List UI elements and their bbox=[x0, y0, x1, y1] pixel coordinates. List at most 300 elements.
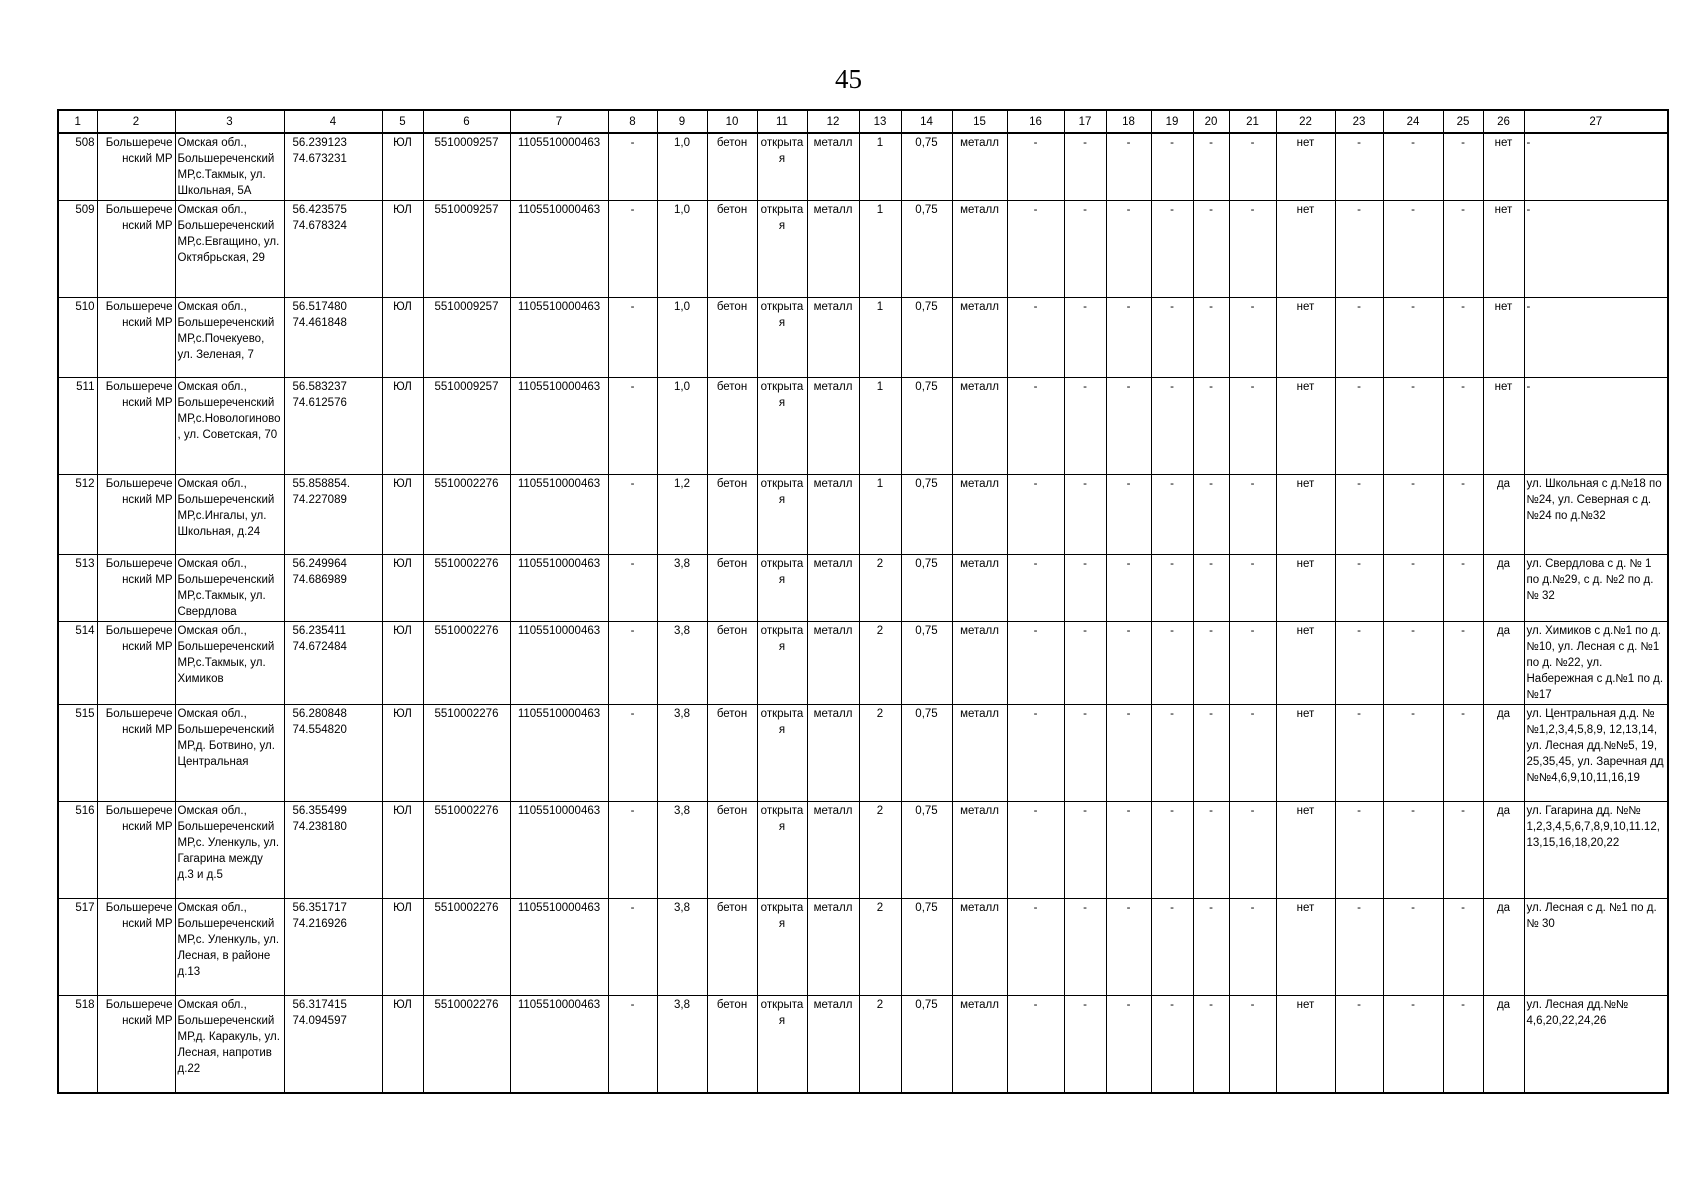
col18-cell: - bbox=[1106, 378, 1151, 475]
latitude-value: 56.235411 bbox=[292, 625, 347, 637]
col23-cell: - bbox=[1335, 996, 1383, 1093]
column-header-25: 25 bbox=[1443, 110, 1483, 133]
col17-cell: - bbox=[1064, 133, 1106, 201]
table-row bbox=[58, 378, 1668, 475]
latitude-value: 56.583237 bbox=[292, 381, 347, 393]
entity-type-cell: ЮЛ bbox=[382, 201, 423, 298]
address-cell: Омская обл., Большереченский МР,с.Ингалы, ул. Школьная, д.24 bbox=[175, 475, 284, 555]
col21-cell: - bbox=[1229, 298, 1276, 378]
address-cell: Омская обл., Большереченский МР,с.Евгащино, ул. Октябрьская, 29 bbox=[175, 201, 284, 298]
col21-cell: - bbox=[1229, 996, 1276, 1093]
col23-cell: - bbox=[1335, 475, 1383, 555]
col22-cell: нет bbox=[1276, 201, 1335, 298]
container-count-cell: 2 bbox=[859, 622, 901, 705]
surface-cell: бетон bbox=[707, 996, 757, 1093]
coordinates-cell bbox=[284, 298, 382, 378]
col20-cell: - bbox=[1193, 555, 1229, 622]
fence-cell: металл bbox=[807, 298, 859, 378]
coordinates-cell bbox=[284, 475, 382, 555]
col18-cell: - bbox=[1106, 705, 1151, 802]
longitude-value: 74.612576 bbox=[292, 397, 347, 409]
col20-cell: - bbox=[1193, 201, 1229, 298]
col17-cell: - bbox=[1064, 802, 1106, 899]
address-cell: Омская обл., Большереченский МР,д. Ботвино, ул. Центральная bbox=[175, 705, 284, 802]
ogrn-cell: 1105510000463 bbox=[510, 802, 608, 899]
col24-cell: - bbox=[1383, 705, 1443, 802]
district-cell: Большереченский МР bbox=[97, 475, 175, 555]
fence-cell: металл bbox=[807, 378, 859, 475]
district-cell: Большереченский МР bbox=[97, 201, 175, 298]
site-type-cell: открытая bbox=[757, 133, 807, 201]
col21-cell: - bbox=[1229, 133, 1276, 201]
container-volume-cell: 0,75 bbox=[901, 996, 952, 1093]
site-type-cell: открытая bbox=[757, 555, 807, 622]
table-row bbox=[58, 622, 1668, 705]
container-count-cell: 2 bbox=[859, 555, 901, 622]
col16-cell: - bbox=[1007, 705, 1064, 802]
col26-cell: нет bbox=[1483, 378, 1524, 475]
col20-cell: - bbox=[1193, 996, 1229, 1093]
district-cell: Большереченский МР bbox=[97, 622, 175, 705]
col24-cell: - bbox=[1383, 475, 1443, 555]
served-addresses-cell: ул. Гагарина дд. №№ 1,2,3,4,5,6,7,8,9,10,11.12,13,15,16,18,20,22 bbox=[1524, 802, 1668, 899]
inn-cell: 5510009257 bbox=[423, 378, 510, 475]
surface-cell: бетон bbox=[707, 378, 757, 475]
surface-cell: бетон bbox=[707, 622, 757, 705]
container-volume-cell: 0,75 bbox=[901, 378, 952, 475]
col8-cell: - bbox=[608, 475, 657, 555]
entity-type-cell: ЮЛ bbox=[382, 705, 423, 802]
col18-cell: - bbox=[1106, 201, 1151, 298]
col9-cell: 1,0 bbox=[657, 298, 707, 378]
col25-cell: - bbox=[1443, 899, 1483, 996]
container-material-cell: металл bbox=[952, 475, 1007, 555]
col26-cell: да bbox=[1483, 705, 1524, 802]
col18-cell: - bbox=[1106, 802, 1151, 899]
table-row bbox=[58, 802, 1668, 899]
col9-cell: 3,8 bbox=[657, 802, 707, 899]
coordinates-cell bbox=[284, 996, 382, 1093]
district-cell: Большереченский МР bbox=[97, 555, 175, 622]
fence-cell: металл bbox=[807, 475, 859, 555]
col25-cell: - bbox=[1443, 555, 1483, 622]
district-cell: Большереченский МР bbox=[97, 298, 175, 378]
inn-cell: 5510002276 bbox=[423, 899, 510, 996]
col20-cell: - bbox=[1193, 298, 1229, 378]
longitude-value: 74.238180 bbox=[292, 821, 347, 833]
col9-cell: 3,8 bbox=[657, 705, 707, 802]
column-header-10: 10 bbox=[707, 110, 757, 133]
col22-cell: нет bbox=[1276, 378, 1335, 475]
col21-cell: - bbox=[1229, 378, 1276, 475]
col22-cell: нет bbox=[1276, 475, 1335, 555]
col25-cell: - bbox=[1443, 802, 1483, 899]
row-number: 514 bbox=[58, 622, 97, 705]
col16-cell: - bbox=[1007, 378, 1064, 475]
ogrn-cell: 1105510000463 bbox=[510, 378, 608, 475]
entity-type-cell: ЮЛ bbox=[382, 378, 423, 475]
col8-cell: - bbox=[608, 201, 657, 298]
col24-cell: - bbox=[1383, 622, 1443, 705]
container-volume-cell: 0,75 bbox=[901, 802, 952, 899]
longitude-value: 74.461848 bbox=[292, 317, 347, 329]
container-material-cell: металл bbox=[952, 133, 1007, 201]
ogrn-cell: 1105510000463 bbox=[510, 475, 608, 555]
column-header-5: 5 bbox=[382, 110, 423, 133]
container-volume-cell: 0,75 bbox=[901, 705, 952, 802]
table-row bbox=[58, 201, 1668, 298]
col16-cell: - bbox=[1007, 475, 1064, 555]
col9-cell: 3,8 bbox=[657, 899, 707, 996]
coordinates-cell bbox=[284, 705, 382, 802]
col8-cell: - bbox=[608, 622, 657, 705]
col24-cell: - bbox=[1383, 899, 1443, 996]
container-volume-cell: 0,75 bbox=[901, 899, 952, 996]
column-header-21: 21 bbox=[1229, 110, 1276, 133]
ogrn-cell: 1105510000463 bbox=[510, 298, 608, 378]
latitude-value: 55.858854. bbox=[292, 478, 351, 490]
table-row bbox=[58, 899, 1668, 996]
latitude-value: 56.355499 bbox=[292, 805, 347, 817]
container-count-cell: 1 bbox=[859, 475, 901, 555]
entity-type-cell: ЮЛ bbox=[382, 996, 423, 1093]
table-row bbox=[58, 475, 1668, 555]
header-row bbox=[58, 110, 1668, 133]
ogrn-cell: 1105510000463 bbox=[510, 201, 608, 298]
column-header-8: 8 bbox=[608, 110, 657, 133]
table-row bbox=[58, 555, 1668, 622]
longitude-value: 74.094597 bbox=[292, 1015, 347, 1027]
col25-cell: - bbox=[1443, 298, 1483, 378]
fence-cell: металл bbox=[807, 622, 859, 705]
col24-cell: - bbox=[1383, 555, 1443, 622]
longitude-value: 74.554820 bbox=[292, 724, 347, 736]
coordinates-cell bbox=[284, 378, 382, 475]
col23-cell: - bbox=[1335, 899, 1383, 996]
col22-cell: нет bbox=[1276, 298, 1335, 378]
col26-cell: нет bbox=[1483, 133, 1524, 201]
ogrn-cell: 1105510000463 bbox=[510, 996, 608, 1093]
site-type-cell: открытая bbox=[757, 996, 807, 1093]
column-header-17: 17 bbox=[1064, 110, 1106, 133]
inn-cell: 5510009257 bbox=[423, 201, 510, 298]
column-header-4: 4 bbox=[284, 110, 382, 133]
col9-cell: 1,0 bbox=[657, 133, 707, 201]
latitude-value: 56.517480 bbox=[292, 301, 347, 313]
col21-cell: - bbox=[1229, 802, 1276, 899]
column-header-7: 7 bbox=[510, 110, 608, 133]
col22-cell: нет bbox=[1276, 996, 1335, 1093]
col19-cell: - bbox=[1151, 555, 1193, 622]
inn-cell: 5510009257 bbox=[423, 298, 510, 378]
col23-cell: - bbox=[1335, 298, 1383, 378]
container-count-cell: 2 bbox=[859, 899, 901, 996]
container-count-cell: 1 bbox=[859, 201, 901, 298]
col24-cell: - bbox=[1383, 378, 1443, 475]
ogrn-cell: 1105510000463 bbox=[510, 705, 608, 802]
container-count-cell: 2 bbox=[859, 996, 901, 1093]
page-number: 45 bbox=[835, 64, 862, 94]
coordinates-cell bbox=[284, 133, 382, 201]
column-header-9: 9 bbox=[657, 110, 707, 133]
container-material-cell: металл bbox=[952, 201, 1007, 298]
col26-cell: да bbox=[1483, 996, 1524, 1093]
col17-cell: - bbox=[1064, 475, 1106, 555]
served-addresses-cell: ул. Центральная д.д. №№1,2,3,4,5,8,9, 12,13,14, ул. Лесная дд.№№5, 19, 25,35,45, ул. Заречная дд №№4,6,9,10,11,16,19 bbox=[1524, 705, 1668, 802]
col21-cell: - bbox=[1229, 555, 1276, 622]
ogrn-cell: 1105510000463 bbox=[510, 622, 608, 705]
table-row bbox=[58, 298, 1668, 378]
col25-cell: - bbox=[1443, 705, 1483, 802]
longitude-value: 74.673231 bbox=[292, 153, 347, 165]
col26-cell: да bbox=[1483, 899, 1524, 996]
col16-cell: - bbox=[1007, 622, 1064, 705]
container-material-cell: металл bbox=[952, 705, 1007, 802]
container-material-cell: металл bbox=[952, 802, 1007, 899]
col16-cell: - bbox=[1007, 201, 1064, 298]
col18-cell: - bbox=[1106, 555, 1151, 622]
row-number: 518 bbox=[58, 996, 97, 1093]
longitude-value: 74.672484 bbox=[292, 641, 347, 653]
col20-cell: - bbox=[1193, 378, 1229, 475]
col20-cell: - bbox=[1193, 475, 1229, 555]
col19-cell: - bbox=[1151, 899, 1193, 996]
latitude-value: 56.351717 bbox=[292, 902, 347, 914]
ogrn-cell: 1105510000463 bbox=[510, 899, 608, 996]
col26-cell: да bbox=[1483, 475, 1524, 555]
col19-cell: - bbox=[1151, 201, 1193, 298]
col18-cell: - bbox=[1106, 298, 1151, 378]
col24-cell: - bbox=[1383, 133, 1443, 201]
fence-cell: металл bbox=[807, 899, 859, 996]
col8-cell: - bbox=[608, 133, 657, 201]
col21-cell: - bbox=[1229, 705, 1276, 802]
latitude-value: 56.239123 bbox=[292, 137, 347, 149]
col23-cell: - bbox=[1335, 622, 1383, 705]
col25-cell: - bbox=[1443, 475, 1483, 555]
entity-type-cell: ЮЛ bbox=[382, 298, 423, 378]
column-header-13: 13 bbox=[859, 110, 901, 133]
column-header-15: 15 bbox=[952, 110, 1007, 133]
row-number: 515 bbox=[58, 705, 97, 802]
col9-cell: 1,0 bbox=[657, 201, 707, 298]
col17-cell: - bbox=[1064, 899, 1106, 996]
surface-cell: бетон bbox=[707, 899, 757, 996]
col24-cell: - bbox=[1383, 298, 1443, 378]
col26-cell: да bbox=[1483, 622, 1524, 705]
district-cell: Большереченский МР bbox=[97, 378, 175, 475]
inn-cell: 5510002276 bbox=[423, 622, 510, 705]
col8-cell: - bbox=[608, 705, 657, 802]
col8-cell: - bbox=[608, 298, 657, 378]
container-material-cell: металл bbox=[952, 298, 1007, 378]
container-count-cell: 1 bbox=[859, 378, 901, 475]
column-header-23: 23 bbox=[1335, 110, 1383, 133]
latitude-value: 56.280848 bbox=[292, 708, 347, 720]
fence-cell: металл bbox=[807, 802, 859, 899]
col17-cell: - bbox=[1064, 705, 1106, 802]
container-volume-cell: 0,75 bbox=[901, 622, 952, 705]
col9-cell: 3,8 bbox=[657, 996, 707, 1093]
col16-cell: - bbox=[1007, 133, 1064, 201]
address-cell: Омская обл., Большереченский МР,с.Такмык, ул. Свердлова bbox=[175, 555, 284, 622]
address-cell: Омская обл., Большереченский МР,с.Такмык, ул. Химиков bbox=[175, 622, 284, 705]
address-cell: Омская обл., Большереченский МР,с. Уленкуль, ул. Гагарина между д.3 и д.5 bbox=[175, 802, 284, 899]
address-cell: Омская обл., Большереченский МР,с.Новологиново, ул. Советская, 70 bbox=[175, 378, 284, 475]
container-material-cell: металл bbox=[952, 555, 1007, 622]
col22-cell: нет bbox=[1276, 133, 1335, 201]
container-material-cell: металл bbox=[952, 378, 1007, 475]
col20-cell: - bbox=[1193, 899, 1229, 996]
container-count-cell: 2 bbox=[859, 802, 901, 899]
col23-cell: - bbox=[1335, 705, 1383, 802]
container-volume-cell: 0,75 bbox=[901, 475, 952, 555]
col16-cell: - bbox=[1007, 996, 1064, 1093]
container-count-cell: 2 bbox=[859, 705, 901, 802]
column-header-18: 18 bbox=[1106, 110, 1151, 133]
column-header-12: 12 bbox=[807, 110, 859, 133]
col17-cell: - bbox=[1064, 201, 1106, 298]
col19-cell: - bbox=[1151, 622, 1193, 705]
row-number: 510 bbox=[58, 298, 97, 378]
col22-cell: нет bbox=[1276, 899, 1335, 996]
col24-cell: - bbox=[1383, 802, 1443, 899]
coordinates-cell bbox=[284, 802, 382, 899]
col19-cell: - bbox=[1151, 133, 1193, 201]
col21-cell: - bbox=[1229, 201, 1276, 298]
container-volume-cell: 0,75 bbox=[901, 555, 952, 622]
served-addresses-cell: ул. Лесная дд.№№ 4,6,20,22,24,26 bbox=[1524, 996, 1668, 1093]
served-addresses-cell: ул. Школьная с д.№18 по №24, ул. Северная с д. №24 по д.№32 bbox=[1524, 475, 1668, 555]
site-type-cell: открытая bbox=[757, 475, 807, 555]
column-header-6: 6 bbox=[423, 110, 510, 133]
served-addresses-cell: - bbox=[1524, 133, 1668, 201]
col20-cell: - bbox=[1193, 705, 1229, 802]
col26-cell: нет bbox=[1483, 201, 1524, 298]
fence-cell: металл bbox=[807, 996, 859, 1093]
col8-cell: - bbox=[608, 378, 657, 475]
longitude-value: 74.678324 bbox=[292, 220, 347, 232]
col22-cell: нет bbox=[1276, 705, 1335, 802]
col17-cell: - bbox=[1064, 622, 1106, 705]
inn-cell: 5510002276 bbox=[423, 996, 510, 1093]
col17-cell: - bbox=[1064, 298, 1106, 378]
surface-cell: бетон bbox=[707, 133, 757, 201]
table-row bbox=[58, 705, 1668, 802]
site-type-cell: открытая bbox=[757, 201, 807, 298]
inn-cell: 5510002276 bbox=[423, 705, 510, 802]
col19-cell: - bbox=[1151, 705, 1193, 802]
row-number: 509 bbox=[58, 201, 97, 298]
column-header-1: 1 bbox=[58, 110, 97, 133]
column-header-27: 27 bbox=[1524, 110, 1668, 133]
col8-cell: - bbox=[608, 802, 657, 899]
site-type-cell: открытая bbox=[757, 705, 807, 802]
container-count-cell: 1 bbox=[859, 133, 901, 201]
district-cell: Большереченский МР bbox=[97, 899, 175, 996]
district-cell: Большереченский МР bbox=[97, 996, 175, 1093]
col25-cell: - bbox=[1443, 622, 1483, 705]
longitude-value: 74.227089 bbox=[292, 494, 347, 506]
col18-cell: - bbox=[1106, 899, 1151, 996]
column-header-20: 20 bbox=[1193, 110, 1229, 133]
surface-cell: бетон bbox=[707, 802, 757, 899]
fence-cell: металл bbox=[807, 705, 859, 802]
ogrn-cell: 1105510000463 bbox=[510, 133, 608, 201]
entity-type-cell: ЮЛ bbox=[382, 899, 423, 996]
address-cell: Омская обл., Большереченский МР,с.Такмык, ул. Школьная, 5А bbox=[175, 133, 284, 201]
col18-cell: - bbox=[1106, 133, 1151, 201]
col26-cell: да bbox=[1483, 802, 1524, 899]
site-type-cell: открытая bbox=[757, 622, 807, 705]
col26-cell: да bbox=[1483, 555, 1524, 622]
served-addresses-cell: - bbox=[1524, 201, 1668, 298]
column-header-11: 11 bbox=[757, 110, 807, 133]
col20-cell: - bbox=[1193, 802, 1229, 899]
address-cell: Омская обл., Большереченский МР,с. Уленкуль, ул. Лесная, в районе д.13 bbox=[175, 899, 284, 996]
column-header-16: 16 bbox=[1007, 110, 1064, 133]
col22-cell: нет bbox=[1276, 622, 1335, 705]
col19-cell: - bbox=[1151, 802, 1193, 899]
col9-cell: 3,8 bbox=[657, 555, 707, 622]
longitude-value: 74.216926 bbox=[292, 918, 347, 930]
row-number: 516 bbox=[58, 802, 97, 899]
col19-cell: - bbox=[1151, 475, 1193, 555]
fence-cell: металл bbox=[807, 133, 859, 201]
col16-cell: - bbox=[1007, 899, 1064, 996]
district-cell: Большереченский МР bbox=[97, 133, 175, 201]
col20-cell: - bbox=[1193, 622, 1229, 705]
inn-cell: 5510002276 bbox=[423, 555, 510, 622]
entity-type-cell: ЮЛ bbox=[382, 555, 423, 622]
col21-cell: - bbox=[1229, 475, 1276, 555]
col23-cell: - bbox=[1335, 133, 1383, 201]
served-addresses-cell: ул. Свердлова с д. № 1 по д.№29, с д. №2 по д.№ 32 bbox=[1524, 555, 1668, 622]
served-addresses-cell: ул. Лесная с д. №1 по д. № 30 bbox=[1524, 899, 1668, 996]
address-cell: Омская обл., Большереченский МР,с.Почекуево, ул. Зеленая, 7 bbox=[175, 298, 284, 378]
column-header-2: 2 bbox=[97, 110, 175, 133]
entity-type-cell: ЮЛ bbox=[382, 622, 423, 705]
container-material-cell: металл bbox=[952, 899, 1007, 996]
surface-cell: бетон bbox=[707, 475, 757, 555]
col25-cell: - bbox=[1443, 133, 1483, 201]
column-header-22: 22 bbox=[1276, 110, 1335, 133]
district-cell: Большереченский МР bbox=[97, 802, 175, 899]
latitude-value: 56.249964 bbox=[292, 558, 347, 570]
col25-cell: - bbox=[1443, 378, 1483, 475]
served-addresses-cell: - bbox=[1524, 298, 1668, 378]
coordinates-cell bbox=[284, 622, 382, 705]
col9-cell: 1,2 bbox=[657, 475, 707, 555]
inn-cell: 5510002276 bbox=[423, 802, 510, 899]
inn-cell: 5510009257 bbox=[423, 133, 510, 201]
col19-cell: - bbox=[1151, 996, 1193, 1093]
latitude-value: 56.317415 bbox=[292, 999, 347, 1011]
container-count-cell: 1 bbox=[859, 298, 901, 378]
container-volume-cell: 0,75 bbox=[901, 298, 952, 378]
col8-cell: - bbox=[608, 555, 657, 622]
col21-cell: - bbox=[1229, 622, 1276, 705]
surface-cell: бетон bbox=[707, 201, 757, 298]
col9-cell: 1,0 bbox=[657, 378, 707, 475]
container-volume-cell: 0,75 bbox=[901, 133, 952, 201]
row-number: 513 bbox=[58, 555, 97, 622]
col18-cell: - bbox=[1106, 622, 1151, 705]
col19-cell: - bbox=[1151, 378, 1193, 475]
column-header-3: 3 bbox=[175, 110, 284, 133]
col24-cell: - bbox=[1383, 996, 1443, 1093]
column-header-19: 19 bbox=[1151, 110, 1193, 133]
